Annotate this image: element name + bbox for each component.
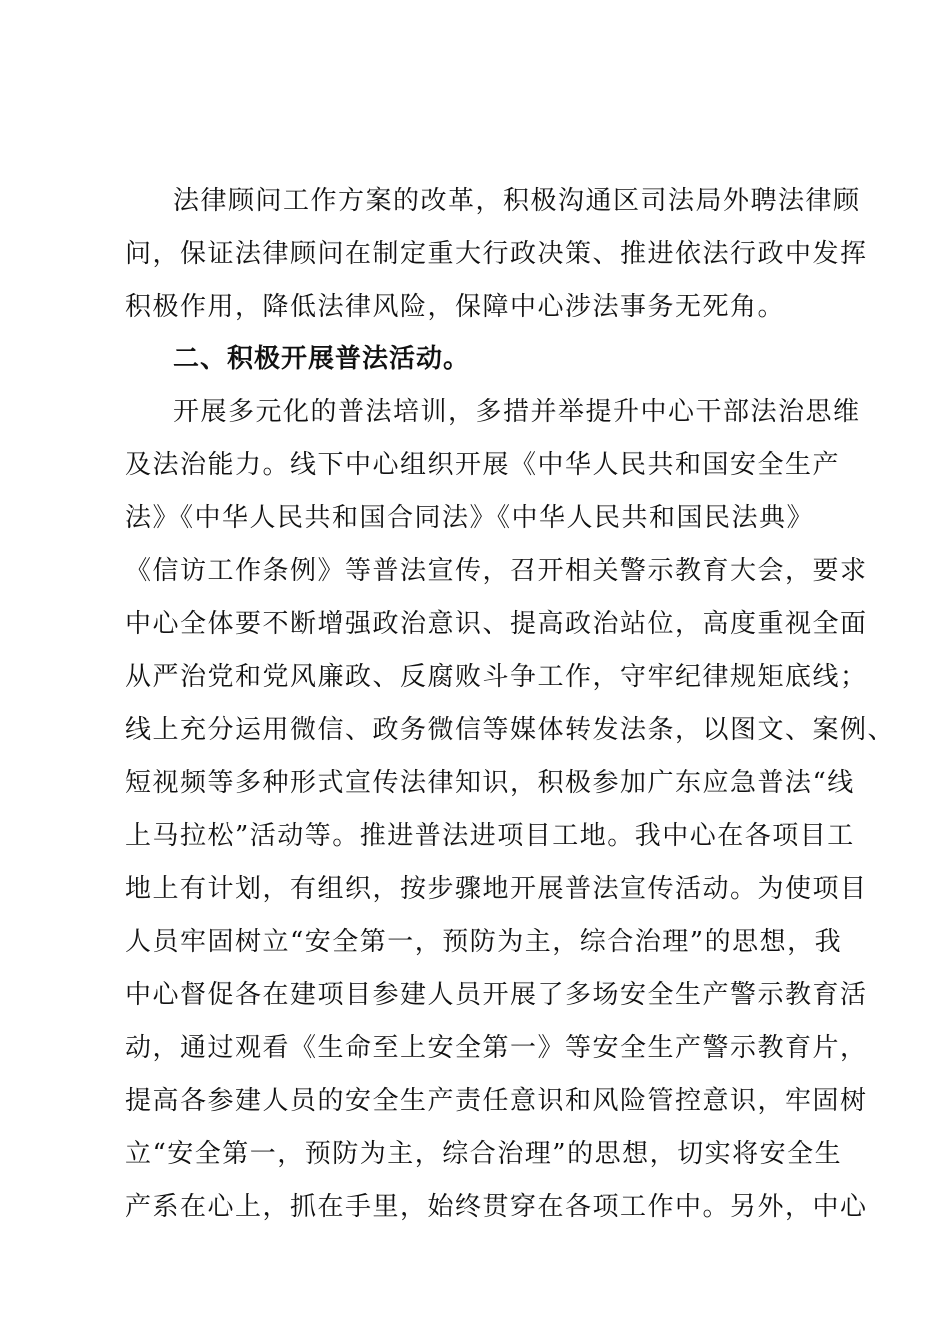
paragraph-2-line-2: 及法治能力。线下中心组织开展《中华人民共和国安全生产 [125, 450, 841, 480]
paragraph-2-line-10: 地上有计划，有组织，按步骤地开展普法宣传活动。为使项目 [125, 874, 868, 904]
paragraph-2-line-8: 短视频等多种形式宣传法律知识，积极参加广东应急普法“线 [125, 768, 855, 798]
paragraph-2-line-6: 从严治党和党风廉政、反腐败斗争工作，守牢纪律规矩底线； [125, 662, 868, 692]
paragraph-2-line-9: 上马拉松”活动等。推进普法进项目工地。我中心在各项目工 [125, 821, 855, 851]
paragraph-2-line-7: 线上充分运用微信、政务微信等媒体转发法条，以图文、案例、 [125, 715, 896, 745]
paragraph-2-line-13: 动，通过观看《生命至上安全第一》等安全生产警示教育片， [125, 1033, 868, 1063]
paragraph-2-line-14: 提高各参建人员的安全生产责任意识和风险管控意识，牢固树 [125, 1086, 868, 1116]
paragraph-2-line-3: 法》《中华人民共和国合同法》《中华人民共和国民法典》 [125, 503, 815, 533]
paragraph-2-line-16: 产系在心上，抓在手里，始终贯穿在各项工作中。另外，中心 [125, 1192, 868, 1222]
section-heading-2: 二、积极开展普法活动。 [173, 344, 471, 374]
paragraph-1-line-1: 法律顾问工作方案的改革，积极沟通区司法局外聘法律顾 [173, 186, 861, 216]
paragraph-2-line-4: 《信访工作条例》等普法宣传，召开相关警示教育大会，要求 [125, 556, 868, 586]
paragraph-2-line-11: 人员牢固树立“安全第一，预防为主，综合治理”的思想，我 [125, 927, 843, 957]
paragraph-1-line-2: 问，保证法律顾问在制定重大行政决策、推进依法行政中发挥 [125, 239, 868, 269]
paragraph-2-line-1: 开展多元化的普法培训，多措并举提升中心干部法治思维 [173, 397, 861, 427]
paragraph-2-line-12: 中心督促各在建项目参建人员开展了多场安全生产警示教育活 [125, 980, 868, 1010]
paragraph-1-line-3: 积极作用，降低法律风险，保障中心涉法事务无死角。 [125, 292, 786, 322]
paragraph-2-line-15: 立“安全第一，预防为主，综合治理”的思想，切实将安全生 [125, 1139, 843, 1169]
paragraph-2-line-5: 中心全体要不断增强政治意识、提高政治站位，高度重视全面 [125, 609, 868, 639]
